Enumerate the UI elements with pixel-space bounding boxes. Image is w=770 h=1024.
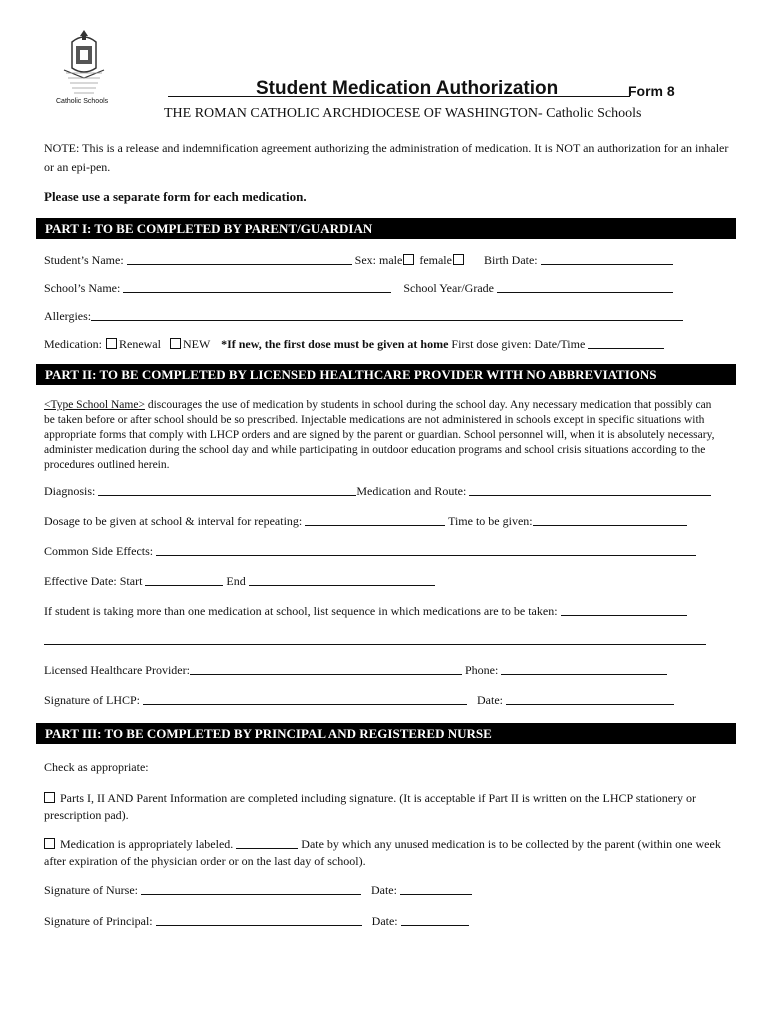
renewal-label: Renewal — [118, 337, 161, 351]
part3-heading: PART III: TO BE COMPLETED BY PRINCIPAL AND REGISTERED NURSE — [36, 723, 736, 744]
birth-date-label: Birth Date: — [483, 253, 538, 267]
end-label: End — [226, 574, 246, 588]
medication-label: Medication: — [44, 337, 102, 351]
school-name-label: School’s Name: — [44, 281, 121, 295]
dosage-label: Dosage to be given at school & interval for repeating: — [44, 514, 303, 528]
start-date-field[interactable] — [145, 574, 223, 586]
lhcp-date-field[interactable] — [506, 693, 674, 705]
first-dose-given-label: First dose given: Date/Time — [451, 337, 586, 351]
lhcp-signature-field[interactable] — [143, 693, 467, 705]
effective-label: Effective Date: Start — [44, 574, 143, 588]
end-date-field[interactable] — [249, 574, 435, 586]
archdiocese-logo-icon — [58, 28, 110, 108]
sequence-row — [44, 604, 687, 619]
student-name-label: Student’s Name: — [44, 253, 124, 267]
lhcp-signature-label: Signature of LHCP: — [44, 693, 140, 707]
new-label: NEW — [182, 337, 211, 351]
diagnosis-row — [44, 484, 711, 499]
provider-label: Licensed Healthcare Provider: — [44, 663, 190, 677]
logo-caption: Catholic Schools — [56, 98, 109, 105]
form-title: Student Medication Authorization — [256, 78, 559, 99]
principal-date-label: Date: — [371, 914, 398, 928]
dosage-field[interactable] — [305, 514, 445, 526]
check-label: Check as appropriate: — [44, 760, 149, 774]
lhcp-date-label: Date: — [477, 693, 503, 707]
sequence-label: If student is taking more than one medication at school, list sequence in which medications are to be taken: — [44, 604, 558, 618]
sequence-field[interactable] — [561, 604, 687, 616]
time-label: Time to be given: — [448, 514, 533, 528]
school-name-field[interactable] — [123, 281, 391, 293]
school-year-field[interactable] — [497, 281, 673, 293]
allergies-row — [44, 309, 683, 324]
med-route-field[interactable] — [469, 484, 711, 496]
part2-heading: PART II: TO BE COMPLETED BY LICENSED HEALTHCARE PROVIDER WITH NO ABBREVIATIONS — [36, 364, 736, 385]
new-checkbox[interactable] — [170, 338, 181, 349]
diagnosis-label: Diagnosis: — [44, 484, 96, 498]
school-name-placeholder[interactable]: <Type School Name> — [44, 399, 145, 411]
first-dose-given-field[interactable] — [588, 337, 664, 349]
time-field[interactable] — [533, 514, 687, 526]
provider-row — [44, 663, 667, 678]
check-item-2 — [44, 836, 726, 870]
medication-row — [44, 337, 664, 352]
principal-signature-row — [44, 914, 469, 929]
check-item-1-text: Parts I, II AND Parent Information are completed including signature. (It is acceptable if Part II is written on the LHCP stationery or prescription pad). — [44, 791, 697, 822]
policy-paragraph — [44, 398, 724, 473]
side-effects-row — [44, 544, 696, 559]
phone-field[interactable] — [501, 663, 667, 675]
form-number: Form 8 — [628, 83, 675, 99]
nurse-date-field[interactable] — [400, 883, 472, 895]
student-name-row — [44, 253, 673, 268]
nurse-signature-label: Signature of Nurse: — [44, 883, 138, 897]
student-name-field[interactable] — [127, 253, 352, 265]
policy-text: discourages the use of medication by students in school during the school day. Any necessary medication that possibly can be taken before or after school should be so prescribed. Injectable medications are not administered in schools except in specific situations with appropriate forms that comply with LHCP orders and are signed by the parent or guardian. School personnel will, when it is absolutely necessary, administer medication during the school day and while participating in outdoor education programs and school crisis situations according to the procedures outlined herein. — [44, 399, 715, 471]
instruction-text: Please use a separate form for each medication. — [44, 189, 307, 204]
school-name-row — [44, 281, 673, 296]
nurse-date-label: Date: — [370, 883, 397, 897]
allergies-label: Allergies: — [44, 309, 92, 323]
note-text: NOTE: This is a release and indemnification agreement authorizing the administration of medication. It is NOT an authorization for an inhaler or an epi-pen. — [44, 141, 729, 174]
dosage-row — [44, 514, 687, 529]
check-item-1 — [44, 790, 720, 824]
lhcp-signature-row — [44, 693, 674, 708]
birth-date-field[interactable] — [541, 253, 673, 265]
diagnosis-field[interactable] — [98, 484, 356, 496]
med-route-label: Medication and Route: — [356, 484, 467, 498]
principal-date-field[interactable] — [401, 914, 469, 926]
check-item-2-text-a: Medication is appropriately labeled. — [57, 837, 234, 851]
sex-label: Sex: male — [354, 253, 403, 267]
principal-signature-field[interactable] — [156, 914, 362, 926]
part1-heading: PART I: TO BE COMPLETED BY PARENT/GUARDIAN — [36, 218, 736, 239]
parts-complete-checkbox[interactable] — [44, 792, 55, 803]
first-dose-note: *If new, the first dose must be given at home — [221, 337, 449, 351]
sequence-field-line2[interactable] — [44, 644, 706, 645]
check-item-2-text-b: Date by which any unused medication is to be collected by the parent (within one week after expiration of the physician order or on the last day of school). — [44, 837, 721, 868]
form-subtitle: THE ROMAN CATHOLIC ARCHDIOCESE OF WASHINGTON- Catholic Schools — [164, 106, 642, 121]
collection-date-field[interactable] — [236, 837, 298, 849]
allergies-field[interactable] — [91, 309, 683, 321]
renewal-checkbox[interactable] — [106, 338, 117, 349]
side-effects-field[interactable] — [156, 544, 696, 556]
male-checkbox[interactable] — [403, 254, 414, 265]
nurse-signature-field[interactable] — [141, 883, 361, 895]
female-label: female — [419, 253, 452, 267]
school-year-label: School Year/Grade — [403, 281, 494, 295]
female-checkbox[interactable] — [453, 254, 464, 265]
principal-signature-label: Signature of Principal: — [44, 914, 153, 928]
provider-field[interactable] — [190, 663, 462, 675]
nurse-signature-row — [44, 883, 472, 898]
phone-label: Phone: — [464, 663, 499, 677]
effective-row — [44, 574, 435, 589]
labeled-checkbox[interactable] — [44, 838, 55, 849]
side-effects-label: Common Side Effects: — [44, 544, 154, 558]
